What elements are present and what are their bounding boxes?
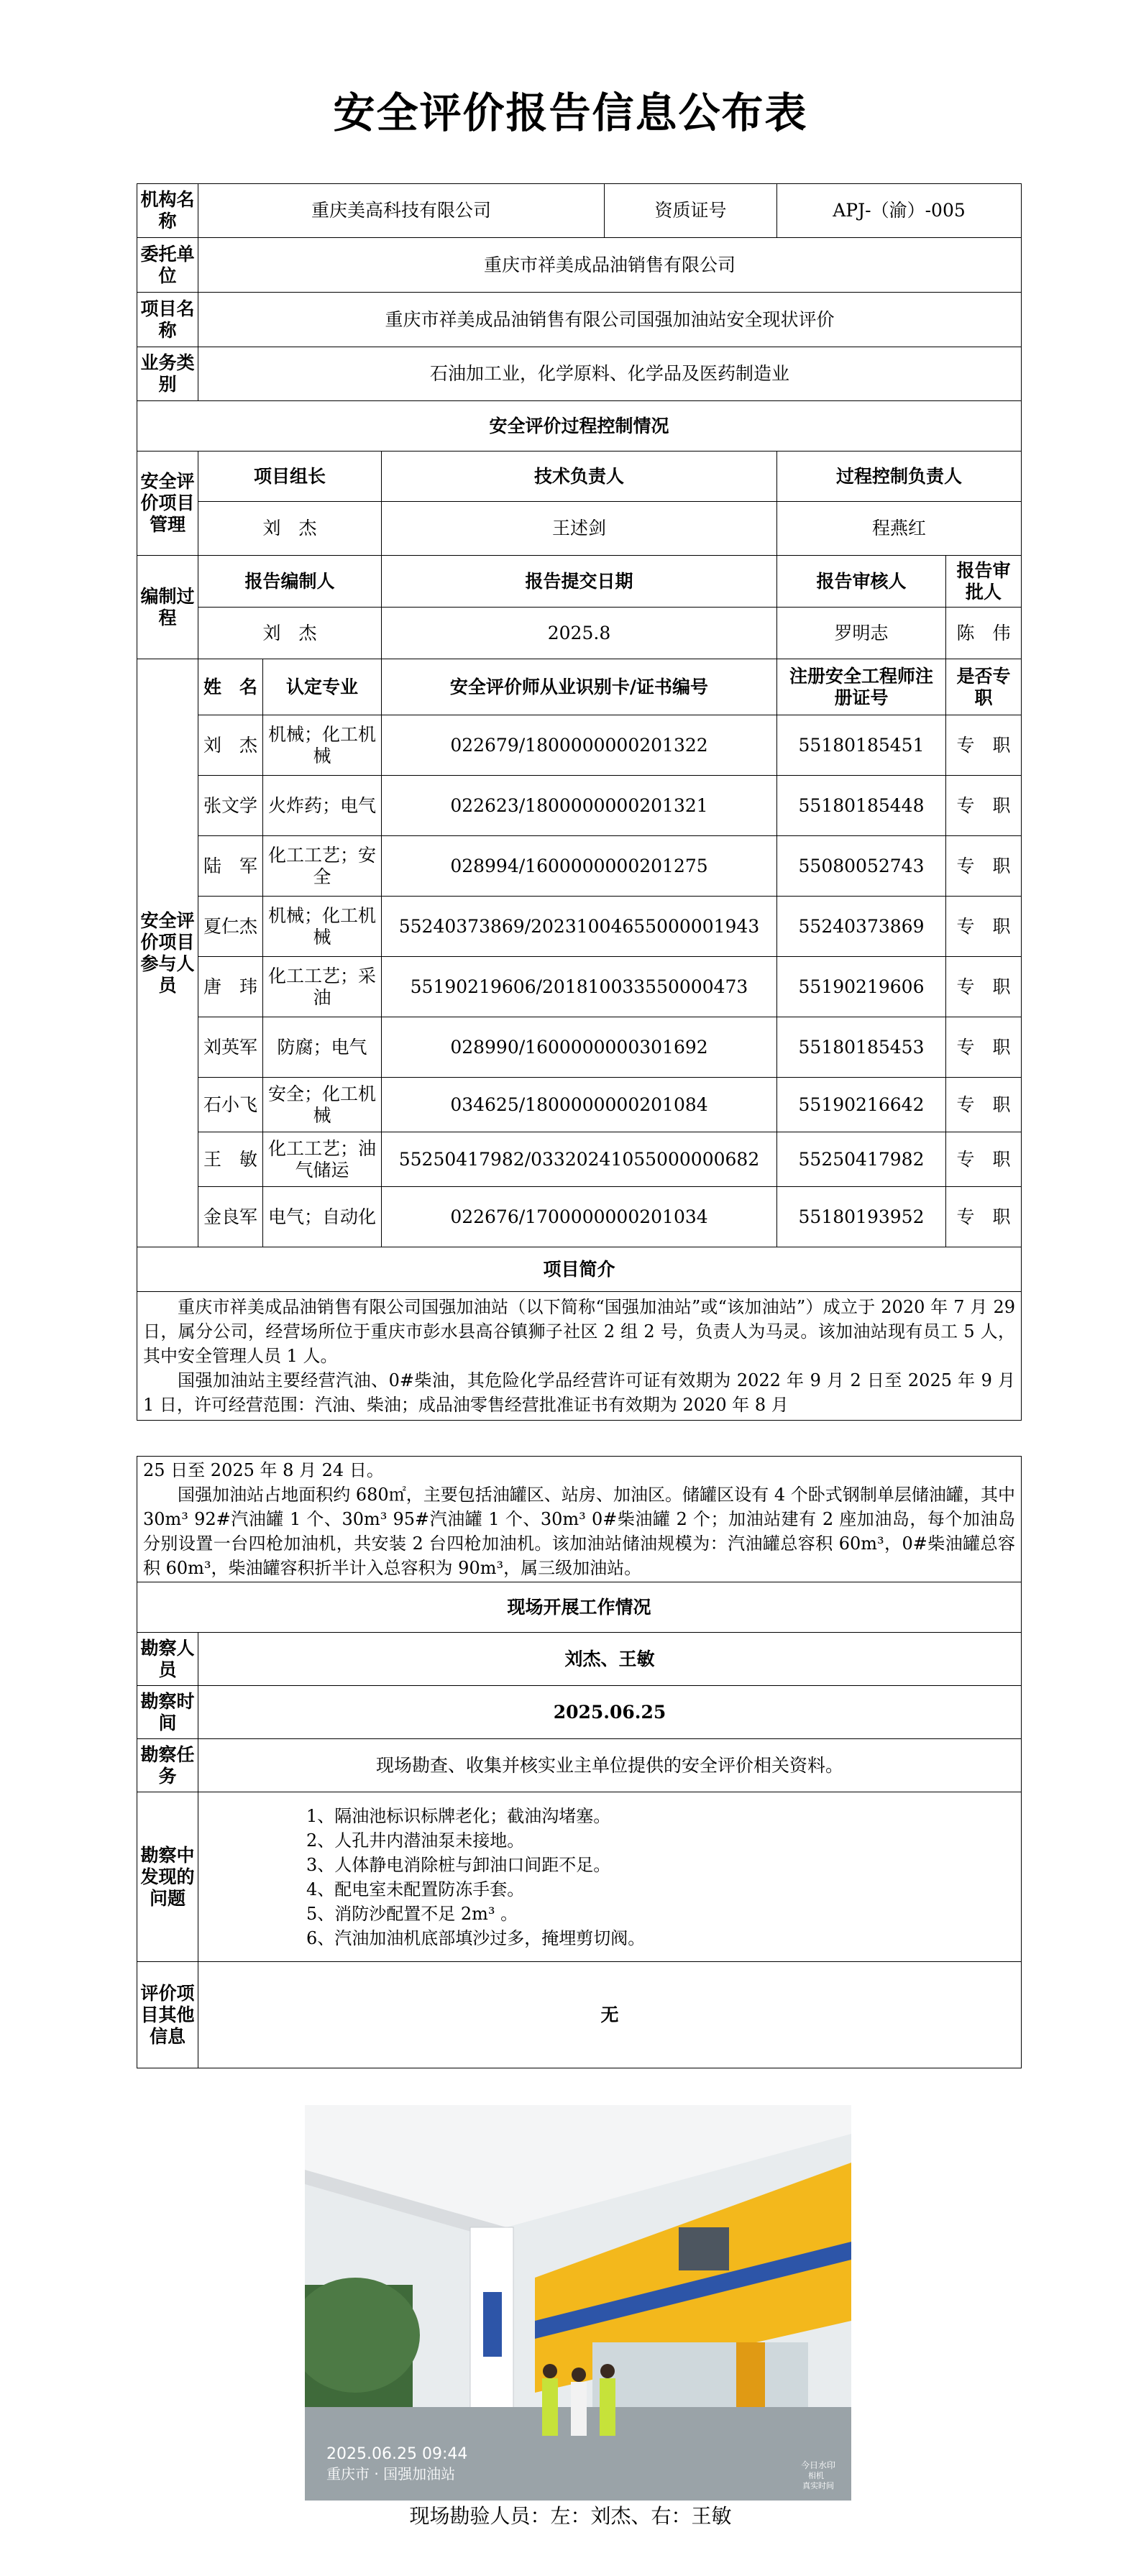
member-card: 028990/1600000000301692 (382, 1017, 777, 1078)
project-label: 项目名称 (137, 293, 198, 347)
member-header-major: 认定专业 (263, 659, 382, 715)
member-header-card: 安全评价师从业识别卡/证书编号 (382, 659, 777, 715)
photo-location: 重庆市 · 国强加油站 (326, 2465, 456, 2483)
member-fulltime: 专 职 (946, 897, 1022, 957)
member-reg: 55180185448 (777, 776, 946, 836)
member-reg: 55250417982 (777, 1132, 946, 1187)
member-fulltime: 专 职 (946, 1132, 1022, 1187)
row-task (137, 1739, 1022, 1792)
staff-value: 刘杰、王敏 (198, 1633, 1022, 1686)
member-name: 唐 玮 (198, 957, 263, 1017)
member-reg: 55180185453 (777, 1017, 946, 1078)
member-card: 028994/1600000000201275 (382, 836, 777, 897)
member-major: 安全；化工机械 (263, 1078, 382, 1132)
task-value: 现场勘查、收集并核实业主单位提供的安全评价相关资料。 (198, 1739, 1022, 1792)
intro-paragraph-3: 国强加油站占地面积约 680㎡，主要包括油罐区、站房、加油区。储罐区设有 4 个卧式钢制单层储油罐，其中 30m³ 92#汽油罐 1 个、30m³ 95#汽油罐 1 个、30m³ 0#柴油罐 2 个；加油站建有 2 座加油岛，每个加油岛分别设置一台四枪加油机，共安装 2 台四枪加油机。该加油站储油规模为：汽油罐总容积 60m³，0#柴油罐总容积 60m³，柴油罐容积折半计入总容积为 90m³，属三级加油站。 (143, 1485, 1015, 1578)
time-label: 勘察时间 (137, 1686, 198, 1739)
row-mgmt-head (137, 452, 1022, 502)
member-major: 化工工艺；油气储运 (263, 1132, 382, 1187)
member-header-reg: 注册安全工程师注册证号 (777, 659, 946, 715)
member-fulltime: 专 职 (946, 1187, 1022, 1247)
member-major: 化工工艺；安全 (263, 836, 382, 897)
task-label: 勘察任务 (137, 1739, 198, 1792)
member-row (137, 836, 1022, 897)
org-label: 机构名称 (137, 184, 198, 238)
row-process-title (137, 401, 1022, 452)
member-major: 机械；化工机械 (263, 715, 382, 776)
issue-item: 5、消防沙配置不足 2m³ 。 (306, 1903, 518, 1924)
intro-paragraph-2-continued: 25 日至 2025 年 8 月 24 日。 (143, 1460, 384, 1480)
issue-item: 4、配电室未配置防冻手套。 (306, 1879, 525, 1899)
time-value: 2025.06.25 (198, 1686, 1022, 1739)
member-major: 火炸药；电气 (263, 776, 382, 836)
compile-header-reviewer: 报告审核人 (777, 556, 946, 608)
client-value: 重庆市祥美成品油销售有限公司 (198, 238, 1022, 293)
compile-header-approver: 报告审批人 (946, 556, 1022, 608)
member-name: 刘英军 (198, 1017, 263, 1078)
business-value: 石油加工业，化学原料、化学品及医药制造业 (198, 347, 1022, 401)
member-row (137, 1132, 1022, 1187)
row-project (137, 293, 1022, 347)
compile-date: 2025.8 (382, 608, 777, 659)
mgmt-header-tech: 技术负责人 (382, 452, 777, 502)
mgmt-header-leader: 项目组长 (198, 452, 382, 502)
row-intro-title (137, 1247, 1022, 1292)
site-photo-illustration (305, 2105, 851, 2501)
member-name: 陆 军 (198, 836, 263, 897)
member-row (137, 897, 1022, 957)
member-name: 石小飞 (198, 1078, 263, 1132)
issue-item: 1、隔油池标识标牌老化；截油沟堵塞。 (306, 1805, 611, 1826)
compile-header-date: 报告提交日期 (382, 556, 777, 608)
mgmt-control: 程燕红 (777, 502, 1022, 556)
row-compile-head (137, 556, 1022, 608)
row-org (137, 184, 1022, 238)
row-compile-values (137, 608, 1022, 659)
watermark-sub: 相机 (808, 2471, 824, 2480)
member-card: 034625/1800000000201084 (382, 1078, 777, 1132)
member-reg: 55080052743 (777, 836, 946, 897)
mgmt-header-control: 过程控制负责人 (777, 452, 1022, 502)
watermark-tag: 真实时间 (802, 2481, 834, 2490)
row-other (137, 1962, 1022, 2068)
member-name: 刘 杰 (198, 715, 263, 776)
row-issues (137, 1792, 1022, 1962)
other-label: 评价项目其他信息 (137, 1962, 198, 2068)
row-intro-continued (137, 1457, 1022, 1582)
compile-reviewer: 罗明志 (777, 608, 946, 659)
intro-paragraph-2: 国强加油站主要经营汽油、0#柴油，其危险化学品经营许可证有效期为 2022 年 9 月 2 日至 2025 年 9 月 1 日，许可经营范围：汽油、柴油；成品油零售经营批准证书有效期为 2020 年 8 月 (143, 1370, 1016, 1415)
row-time (137, 1686, 1022, 1739)
page-title: 安全评价报告信息公布表 (333, 88, 808, 137)
member-reg: 55190219606 (777, 957, 946, 1017)
compile-label: 编制过程 (137, 556, 198, 659)
issues-list (198, 1792, 1022, 1962)
row-mgmt-values (137, 502, 1022, 556)
member-reg: 55180185451 (777, 715, 946, 776)
member-header-fulltime: 是否专职 (946, 659, 1022, 715)
other-value: 无 (198, 1962, 1022, 2068)
members-label: 安全评价项目参与人员 (137, 659, 198, 1247)
member-row (137, 715, 1022, 776)
info-table (137, 183, 1022, 1421)
member-fulltime: 专 职 (946, 1078, 1022, 1132)
member-name: 夏仁杰 (198, 897, 263, 957)
row-staff (137, 1633, 1022, 1686)
field-section-title: 现场开展工作情况 (137, 1582, 1022, 1633)
member-card: 55250417982/03320241055000000682 (382, 1132, 777, 1187)
member-name: 金良军 (198, 1187, 263, 1247)
member-fulltime: 专 职 (946, 715, 1022, 776)
compile-author: 刘 杰 (198, 608, 382, 659)
photo-caption: 现场勘验人员：左：刘杰、右：王敏 (409, 2504, 732, 2528)
mgmt-label: 安全评价项目管理 (137, 452, 198, 556)
member-row (137, 1017, 1022, 1078)
org-value: 重庆美高科技有限公司 (198, 184, 605, 238)
field-table (137, 1456, 1022, 2068)
row-intro-body (137, 1292, 1022, 1421)
member-name: 张文学 (198, 776, 263, 836)
member-header-name: 姓 名 (198, 659, 263, 715)
issue-item: 3、人体静电消除桩与卸油口间距不足。 (306, 1854, 611, 1875)
member-fulltime: 专 职 (946, 836, 1022, 897)
row-business (137, 347, 1022, 401)
photo-timestamp: 2025.06.25 09:44 (326, 2445, 468, 2463)
member-reg: 55180193952 (777, 1187, 946, 1247)
member-row (137, 957, 1022, 1017)
member-row (137, 776, 1022, 836)
member-card: 022679/1800000000201322 (382, 715, 777, 776)
compile-approver: 陈 伟 (946, 608, 1022, 659)
member-card: 022623/1800000000201321 (382, 776, 777, 836)
member-row (137, 1078, 1022, 1132)
member-card: 022676/1700000000201034 (382, 1187, 777, 1247)
member-major: 防腐；电气 (263, 1017, 382, 1078)
member-card: 55190219606/201810033550000473 (382, 957, 777, 1017)
member-card: 55240373869/20231004655000001943 (382, 897, 777, 957)
member-fulltime: 专 职 (946, 776, 1022, 836)
process-section-title: 安全评价过程控制情况 (137, 401, 1022, 452)
issue-item: 6、汽油加油机底部填沙过多，掩埋剪切阀。 (306, 1928, 646, 1948)
row-client (137, 238, 1022, 293)
member-name: 王 敏 (198, 1132, 263, 1187)
row-members-head (137, 659, 1022, 715)
mgmt-tech: 王述剑 (382, 502, 777, 556)
member-major: 机械；化工机械 (263, 897, 382, 957)
watermark-brand: 今日水印 (801, 2460, 836, 2470)
intro-paragraph-1: 重庆市祥美成品油销售有限公司国强加油站（以下简称“国强加油站”或“该加油站”）成立于 2020 年 7 月 29 日，属分公司，经营场所位于重庆市彭水县高谷镇狮子社区 2 组 2 号，负责人为马灵。该加油站现有员工 5 人，其中安全管理人员 1 人。 (143, 1297, 1016, 1366)
cert-label: 资质证号 (605, 184, 777, 238)
client-label: 委托单位 (137, 238, 198, 293)
member-major: 电气；自动化 (263, 1187, 382, 1247)
intro-section-title: 项目简介 (137, 1247, 1022, 1292)
member-reg: 55240373869 (777, 897, 946, 957)
member-fulltime: 专 职 (946, 957, 1022, 1017)
member-row (137, 1187, 1022, 1247)
issue-item: 2、人孔井内潜油泵未接地。 (306, 1830, 525, 1851)
member-major: 化工工艺；采油 (263, 957, 382, 1017)
row-field-title (137, 1582, 1022, 1633)
site-photo (305, 2105, 851, 2501)
project-value: 重庆市祥美成品油销售有限公司国强加油站安全现状评价 (198, 293, 1022, 347)
issues-label: 勘察中发现的问题 (137, 1792, 198, 1962)
member-fulltime: 专 职 (946, 1017, 1022, 1078)
cert-value: APJ-（渝）-005 (777, 184, 1022, 238)
staff-label: 勘察人员 (137, 1633, 198, 1686)
compile-header-author: 报告编制人 (198, 556, 382, 608)
member-reg: 55190216642 (777, 1078, 946, 1132)
mgmt-leader: 刘 杰 (198, 502, 382, 556)
business-label: 业务类别 (137, 347, 198, 401)
